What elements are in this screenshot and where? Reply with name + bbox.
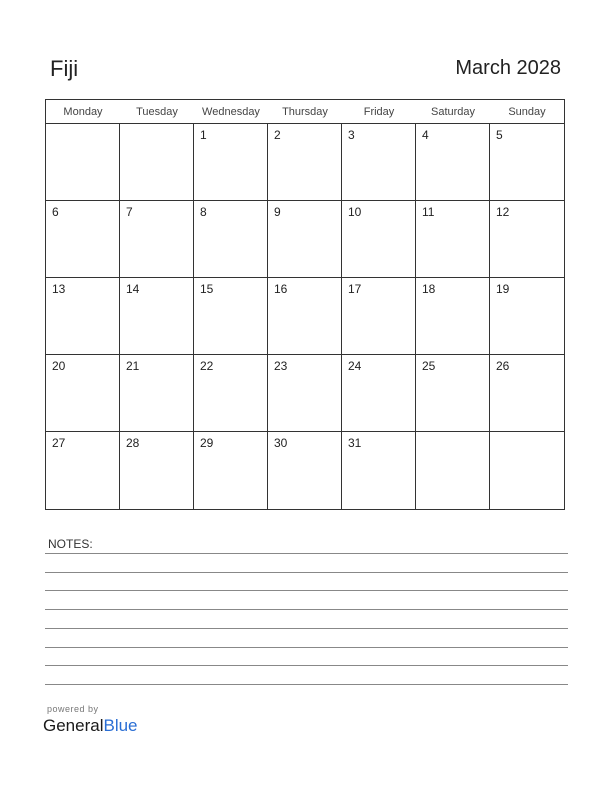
day-number: 4 bbox=[422, 128, 429, 142]
notes-line bbox=[45, 590, 568, 591]
day-number: 16 bbox=[274, 282, 288, 296]
day-cell bbox=[416, 201, 490, 278]
day-cell bbox=[416, 278, 490, 355]
day-number: 23 bbox=[274, 359, 288, 373]
day-cell bbox=[342, 124, 416, 201]
day-cell bbox=[490, 278, 564, 355]
day-number: 30 bbox=[274, 436, 288, 450]
day-number: 11 bbox=[422, 205, 435, 219]
day-cell bbox=[490, 432, 564, 509]
day-number: 19 bbox=[496, 282, 510, 296]
day-cell bbox=[490, 201, 564, 278]
day-cell bbox=[46, 278, 120, 355]
brand-part2: Blue bbox=[103, 716, 138, 735]
day-number: 7 bbox=[126, 205, 133, 219]
generalblue-logo bbox=[43, 716, 138, 736]
day-number: 5 bbox=[496, 128, 503, 142]
day-cell bbox=[490, 355, 564, 432]
weekday-header: Thursday bbox=[268, 100, 342, 124]
day-cell bbox=[416, 355, 490, 432]
day-number: 17 bbox=[348, 282, 362, 296]
day-cell bbox=[120, 278, 194, 355]
day-number: 3 bbox=[348, 128, 355, 142]
day-cell bbox=[46, 432, 120, 509]
weekday-header: Friday bbox=[342, 100, 416, 124]
day-cell bbox=[342, 278, 416, 355]
day-cell bbox=[120, 201, 194, 278]
notes-line bbox=[45, 572, 568, 573]
day-number: 29 bbox=[200, 436, 214, 450]
calendar-grid bbox=[45, 99, 565, 510]
day-cell bbox=[342, 355, 416, 432]
day-cell bbox=[416, 432, 490, 509]
day-cell bbox=[268, 201, 342, 278]
day-cell bbox=[416, 124, 490, 201]
day-number: 25 bbox=[422, 359, 436, 373]
day-cell bbox=[194, 355, 268, 432]
day-number: 1 bbox=[200, 128, 207, 142]
notes-line bbox=[45, 628, 568, 629]
day-cell bbox=[342, 432, 416, 509]
day-cell bbox=[120, 355, 194, 432]
day-cell bbox=[268, 278, 342, 355]
notes-line bbox=[45, 609, 568, 610]
day-number: 27 bbox=[52, 436, 66, 450]
day-number: 15 bbox=[200, 282, 214, 296]
notes-line bbox=[45, 553, 568, 554]
day-cell bbox=[194, 432, 268, 509]
day-cell bbox=[268, 355, 342, 432]
day-number: 10 bbox=[348, 205, 362, 219]
day-cell bbox=[46, 201, 120, 278]
weekday-header: Sunday bbox=[490, 100, 564, 124]
day-number: 13 bbox=[52, 282, 66, 296]
notes-label: NOTES: bbox=[48, 537, 93, 551]
day-number: 22 bbox=[200, 359, 214, 373]
day-number: 2 bbox=[274, 128, 281, 142]
day-cell bbox=[194, 278, 268, 355]
weekday-header: Wednesday bbox=[194, 100, 268, 124]
day-cell bbox=[46, 124, 120, 201]
day-number: 8 bbox=[200, 205, 207, 219]
day-number: 26 bbox=[496, 359, 510, 373]
day-number: 18 bbox=[422, 282, 436, 296]
day-number: 6 bbox=[52, 205, 59, 219]
weekday-header: Tuesday bbox=[120, 100, 194, 124]
brand-part1: General bbox=[43, 716, 104, 735]
day-cell bbox=[120, 124, 194, 201]
weekday-header: Saturday bbox=[416, 100, 490, 124]
day-number: 28 bbox=[126, 436, 140, 450]
notes-line bbox=[45, 684, 568, 685]
day-number: 9 bbox=[274, 205, 281, 219]
day-cell bbox=[120, 432, 194, 509]
day-cell bbox=[342, 201, 416, 278]
powered-by-text: powered by bbox=[47, 704, 99, 714]
notes-line bbox=[45, 665, 568, 666]
day-number: 31 bbox=[348, 436, 362, 450]
day-number: 24 bbox=[348, 359, 362, 373]
day-number: 12 bbox=[496, 205, 510, 219]
weekday-header: Monday bbox=[46, 100, 120, 124]
day-cell bbox=[194, 201, 268, 278]
day-cell bbox=[268, 432, 342, 509]
day-cell bbox=[46, 355, 120, 432]
day-cell bbox=[490, 124, 564, 201]
notes-line bbox=[45, 647, 568, 648]
day-number: 20 bbox=[52, 359, 66, 373]
month-title: March 2028 bbox=[455, 57, 561, 79]
country-title: Fiji bbox=[50, 56, 79, 81]
day-number: 21 bbox=[126, 359, 140, 373]
day-cell bbox=[194, 124, 268, 201]
day-number: 14 bbox=[126, 282, 140, 296]
day-cell bbox=[268, 124, 342, 201]
